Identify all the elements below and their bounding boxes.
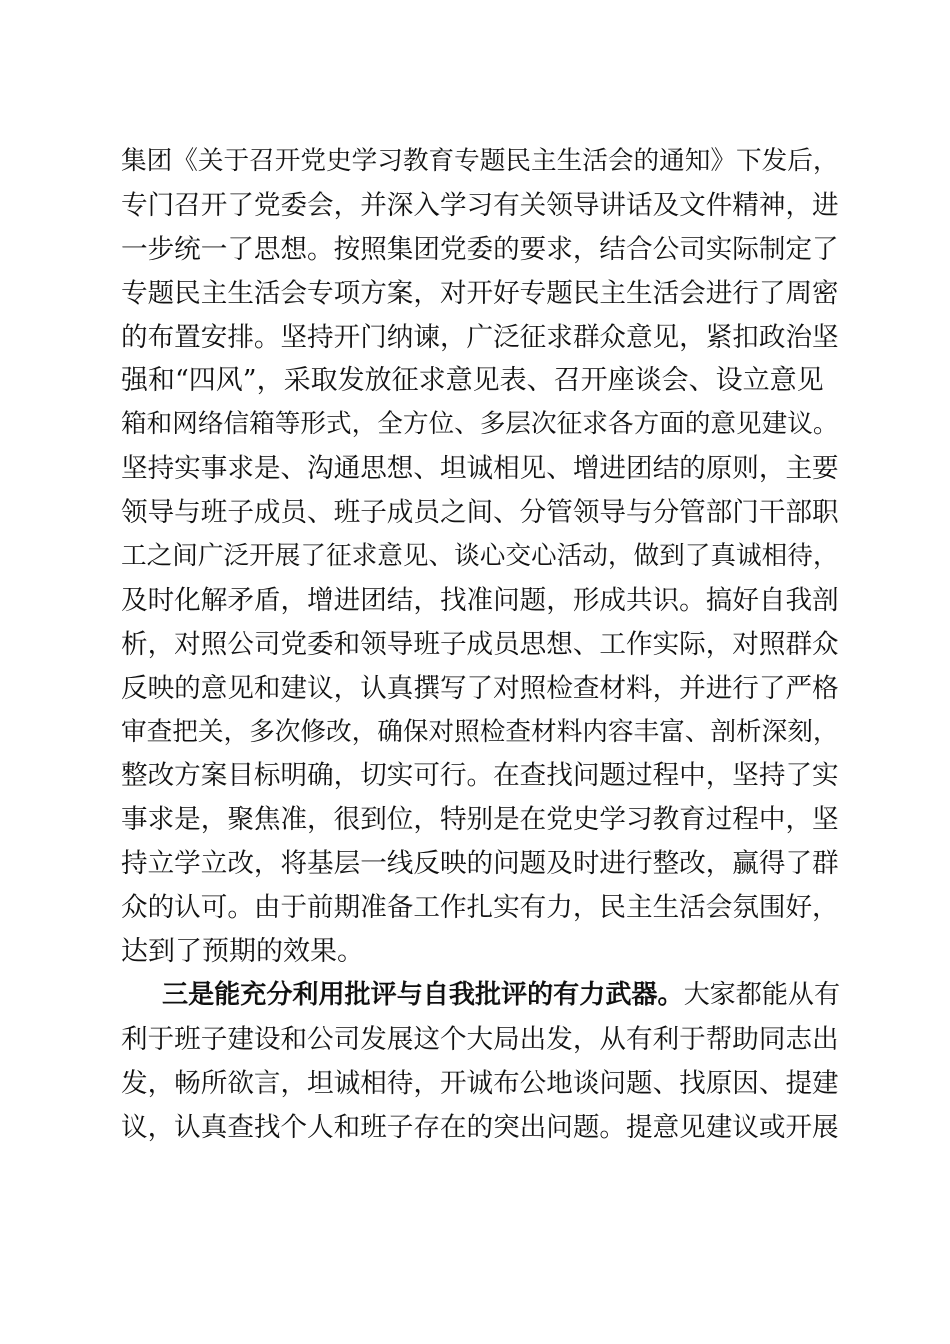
text-line: 一步统一了思想。按照集团党委的要求，结合公司实际制定了 (121, 233, 839, 265)
paragraph-1 (121, 140, 839, 974)
text-line: 箱和网络信箱等形式，全方位、多层次征求各方面的意见建议。 (121, 409, 839, 440)
text-line: 领导与班子成员、班子成员之间、分管领导与分管部门干部职 (121, 497, 839, 529)
text-line: 整改方案目标明确，切实可行。在查找问题过程中，坚持了实 (121, 760, 839, 792)
paragraph-2 (121, 974, 839, 1150)
text-line: 达到了预期的效果。 (121, 936, 364, 968)
text-line: 的布置安排。坚持开门纳谏，广泛征求群众意见，紧扣政治坚 (121, 321, 839, 353)
paragraph-2-first-line-rest: 大家都能从有 (683, 979, 841, 1010)
text-line: 利于班子建设和公司发展这个大局出发，从有利于帮助同志出 (121, 1023, 839, 1055)
text-line: 持立学立改，将基层一线反映的问题及时进行整改，赢得了群 (121, 848, 839, 880)
text-line: 专门召开了党委会，并深入学习有关领导讲话及文件精神，进 (121, 189, 839, 221)
body-text (121, 140, 839, 1149)
text-line: 强和“四风”，采取发放征求意见表、召开座谈会、设立意见 (121, 365, 824, 397)
text-line: 工之间广泛开展了征求意见、谈心交心活动，做到了真诚相待， (121, 541, 839, 572)
paragraph-2-first-line (121, 974, 839, 1018)
text-line: 议，认真查找个人和班子存在的突出问题。提意见建议或开展 (121, 1111, 839, 1143)
text-line: 坚持实事求是、沟通思想、坦诚相见、增进团结的原则，主要 (121, 453, 839, 485)
text-line: 专题民主生活会专项方案，对开好专题民主生活会进行了周密 (121, 277, 839, 309)
text-line: 事求是，聚焦准，很到位，特别是在党史学习教育过程中，坚 (121, 804, 839, 836)
text-line: 集团《关于召开党史学习教育专题民主生活会的通知》下发后， (121, 146, 839, 176)
text-line: 析，对照公司党委和领导班子成员思想、工作实际，对照群众 (121, 628, 839, 660)
text-line: 及时化解矛盾，增进团结，找准问题，形成共识。搞好自我剖 (121, 584, 839, 616)
text-line: 反映的意见和建议，认真撰写了对照检查材料，并进行了严格 (121, 672, 839, 704)
text-line: 审查把关，多次修改，确保对照检查材料内容丰富、剖析深刻， (121, 716, 839, 747)
text-line: 发，畅所欲言，坦诚相待，开诚布公地谈问题、找原因、提建 (121, 1067, 839, 1099)
paragraph-2-title: 三是能充分利用批评与自我批评的有力武器。 (162, 979, 684, 1010)
text-line: 众的认可。由于前期准备工作扎实有力，民主生活会氛围好， (121, 892, 839, 924)
